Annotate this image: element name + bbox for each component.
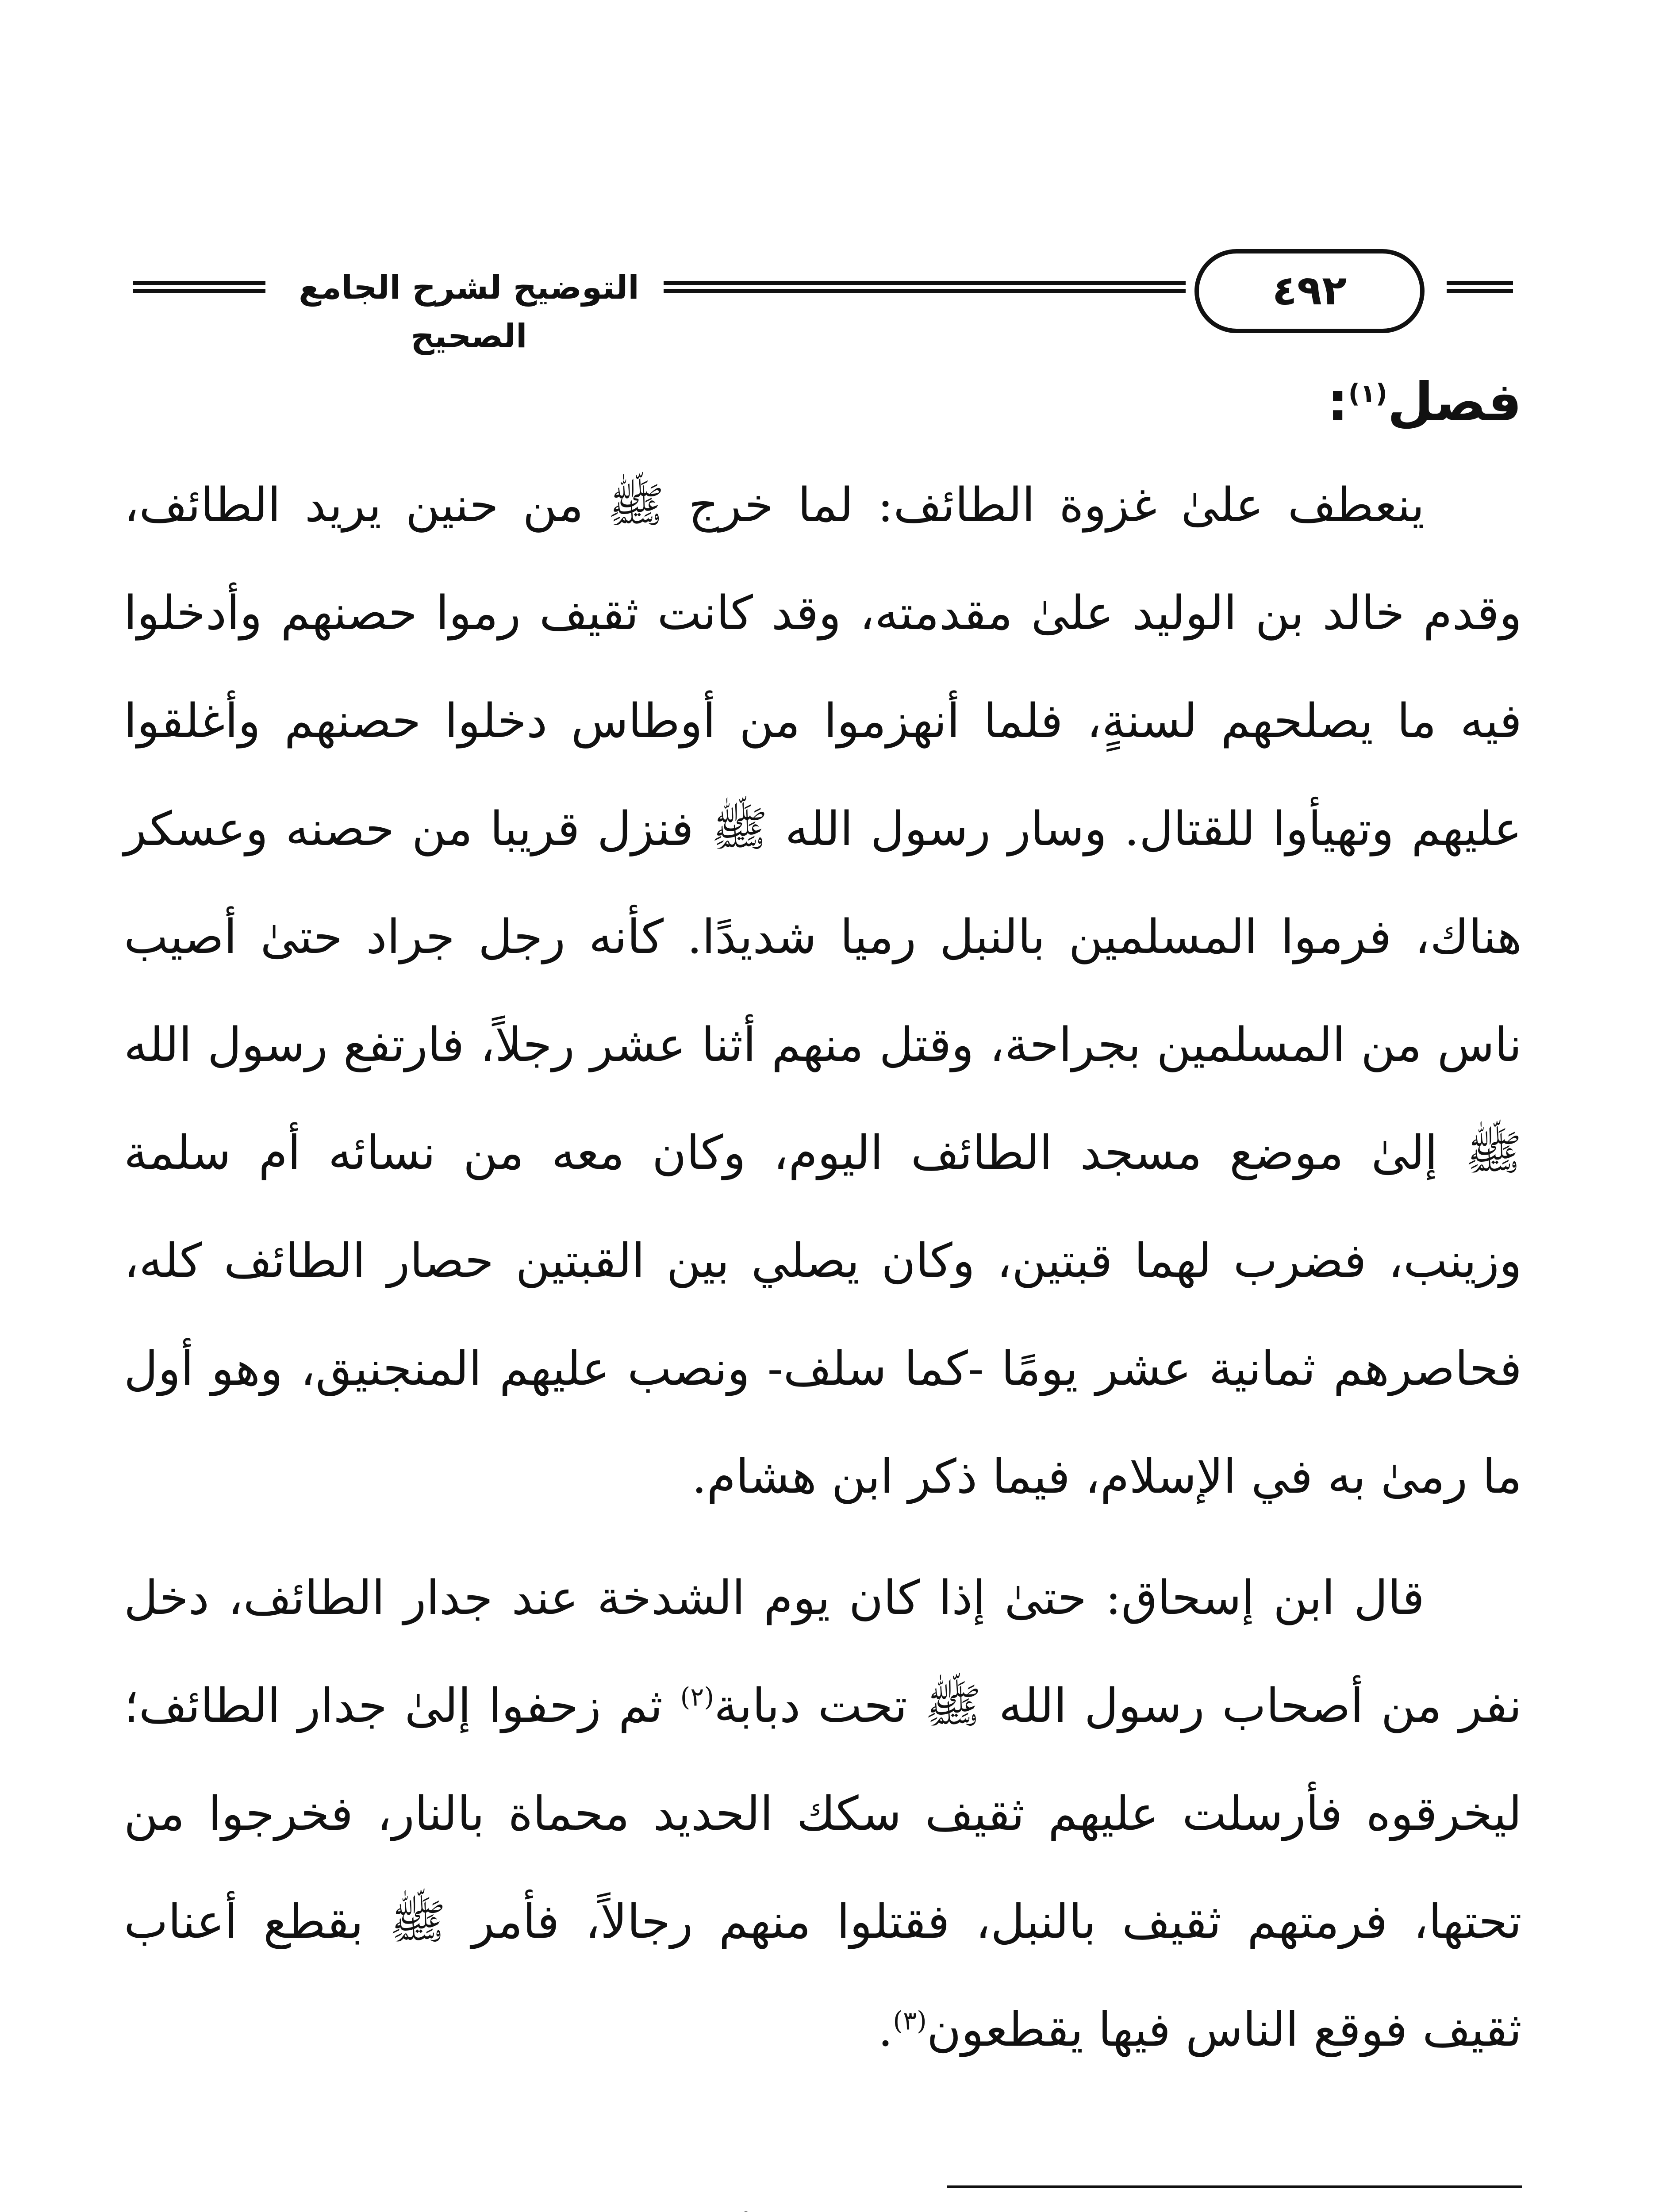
footnote-ref: (١) <box>1348 378 1388 408</box>
footnote-ref: (٢) <box>680 1682 714 1712</box>
section-heading-colon: : <box>1327 372 1348 433</box>
header-rule-right <box>1447 281 1513 293</box>
footnote-ref: (٣) <box>893 2005 927 2036</box>
footnotes <box>124 2208 1522 2212</box>
paragraph-text: قال ابن إسحاق: حتىٰ إذا كان يوم الشدخة عند جدار الطائف، دخل نفر من أصحاب رسول الله ﷺ تحت دبابة <box>124 1571 1522 1733</box>
header-rule-middle <box>664 281 1186 293</box>
page-header <box>133 246 1513 355</box>
page-number: ٤٩٢ <box>1194 249 1425 333</box>
paragraph <box>124 1544 1522 2084</box>
paragraph-text: . <box>878 2002 893 2057</box>
footnote-text <box>124 2208 1455 2212</box>
running-title: التوضيح لشرح الجامع الصحيح <box>299 269 639 355</box>
section-heading-label: فصل <box>1387 372 1522 433</box>
paragraph-text: ثم زحفوا إلىٰ جدار الطائف؛ ليخرقوه فأرسلت عليهم ثقيف سكك الحديد محماة بالنار، فخرجوا من تحتها، فرمتهم ثقيف بالنبل، فقتلوا منهم رجالاً، فأمر ﷺ بقطع أعناب ثقيف فوقع الناس فيها يقطعون <box>124 1678 1522 2057</box>
footnote-separator <box>947 2185 1522 2188</box>
header-rule-left <box>133 281 265 293</box>
section-heading <box>124 363 1522 442</box>
footnote-number <box>1455 2208 1522 2212</box>
main-text <box>124 363 1522 2097</box>
footnote <box>124 2208 1522 2212</box>
paragraph: ينعطف علىٰ غزوة الطائف: لما خرج ﷺ من حنين يريد الطائف، وقدم خالد بن الوليد علىٰ مقدمته، وقد كانت ثقيف رموا حصنهم وأدخلوا فيه ما يصلحهم لسنةٍ، فلما أنهزموا من أوطاس دخلوا حصنهم وأغلقوا عليهم وتهيأوا للقتال. وسار رسول الله ﷺ فنزل قريبا من حصنه وعسكر هناك، فرموا المسلمين بالنبل رميا شديدًا. كأنه رجل جراد حتىٰ أصيب ناس من المسلمين بجراحة، وقتل منهم أثنا عشر رجلاً، فارتفع رسول الله ﷺ إلىٰ موضع مسجد الطائف اليوم، وكان معه من نسائه أم سلمة وزينب، فضرب لهما قبتين، وكان يصلي بين القبتين حصار الطائف كله، فحاصرهم ثمانية عشر يومًا -كما سلف- ونصب عليهم المنجنيق، وهو أول ما رمىٰ به في الإسلام، فيما ذكر ابن هشام. <box>124 478 1522 1504</box>
